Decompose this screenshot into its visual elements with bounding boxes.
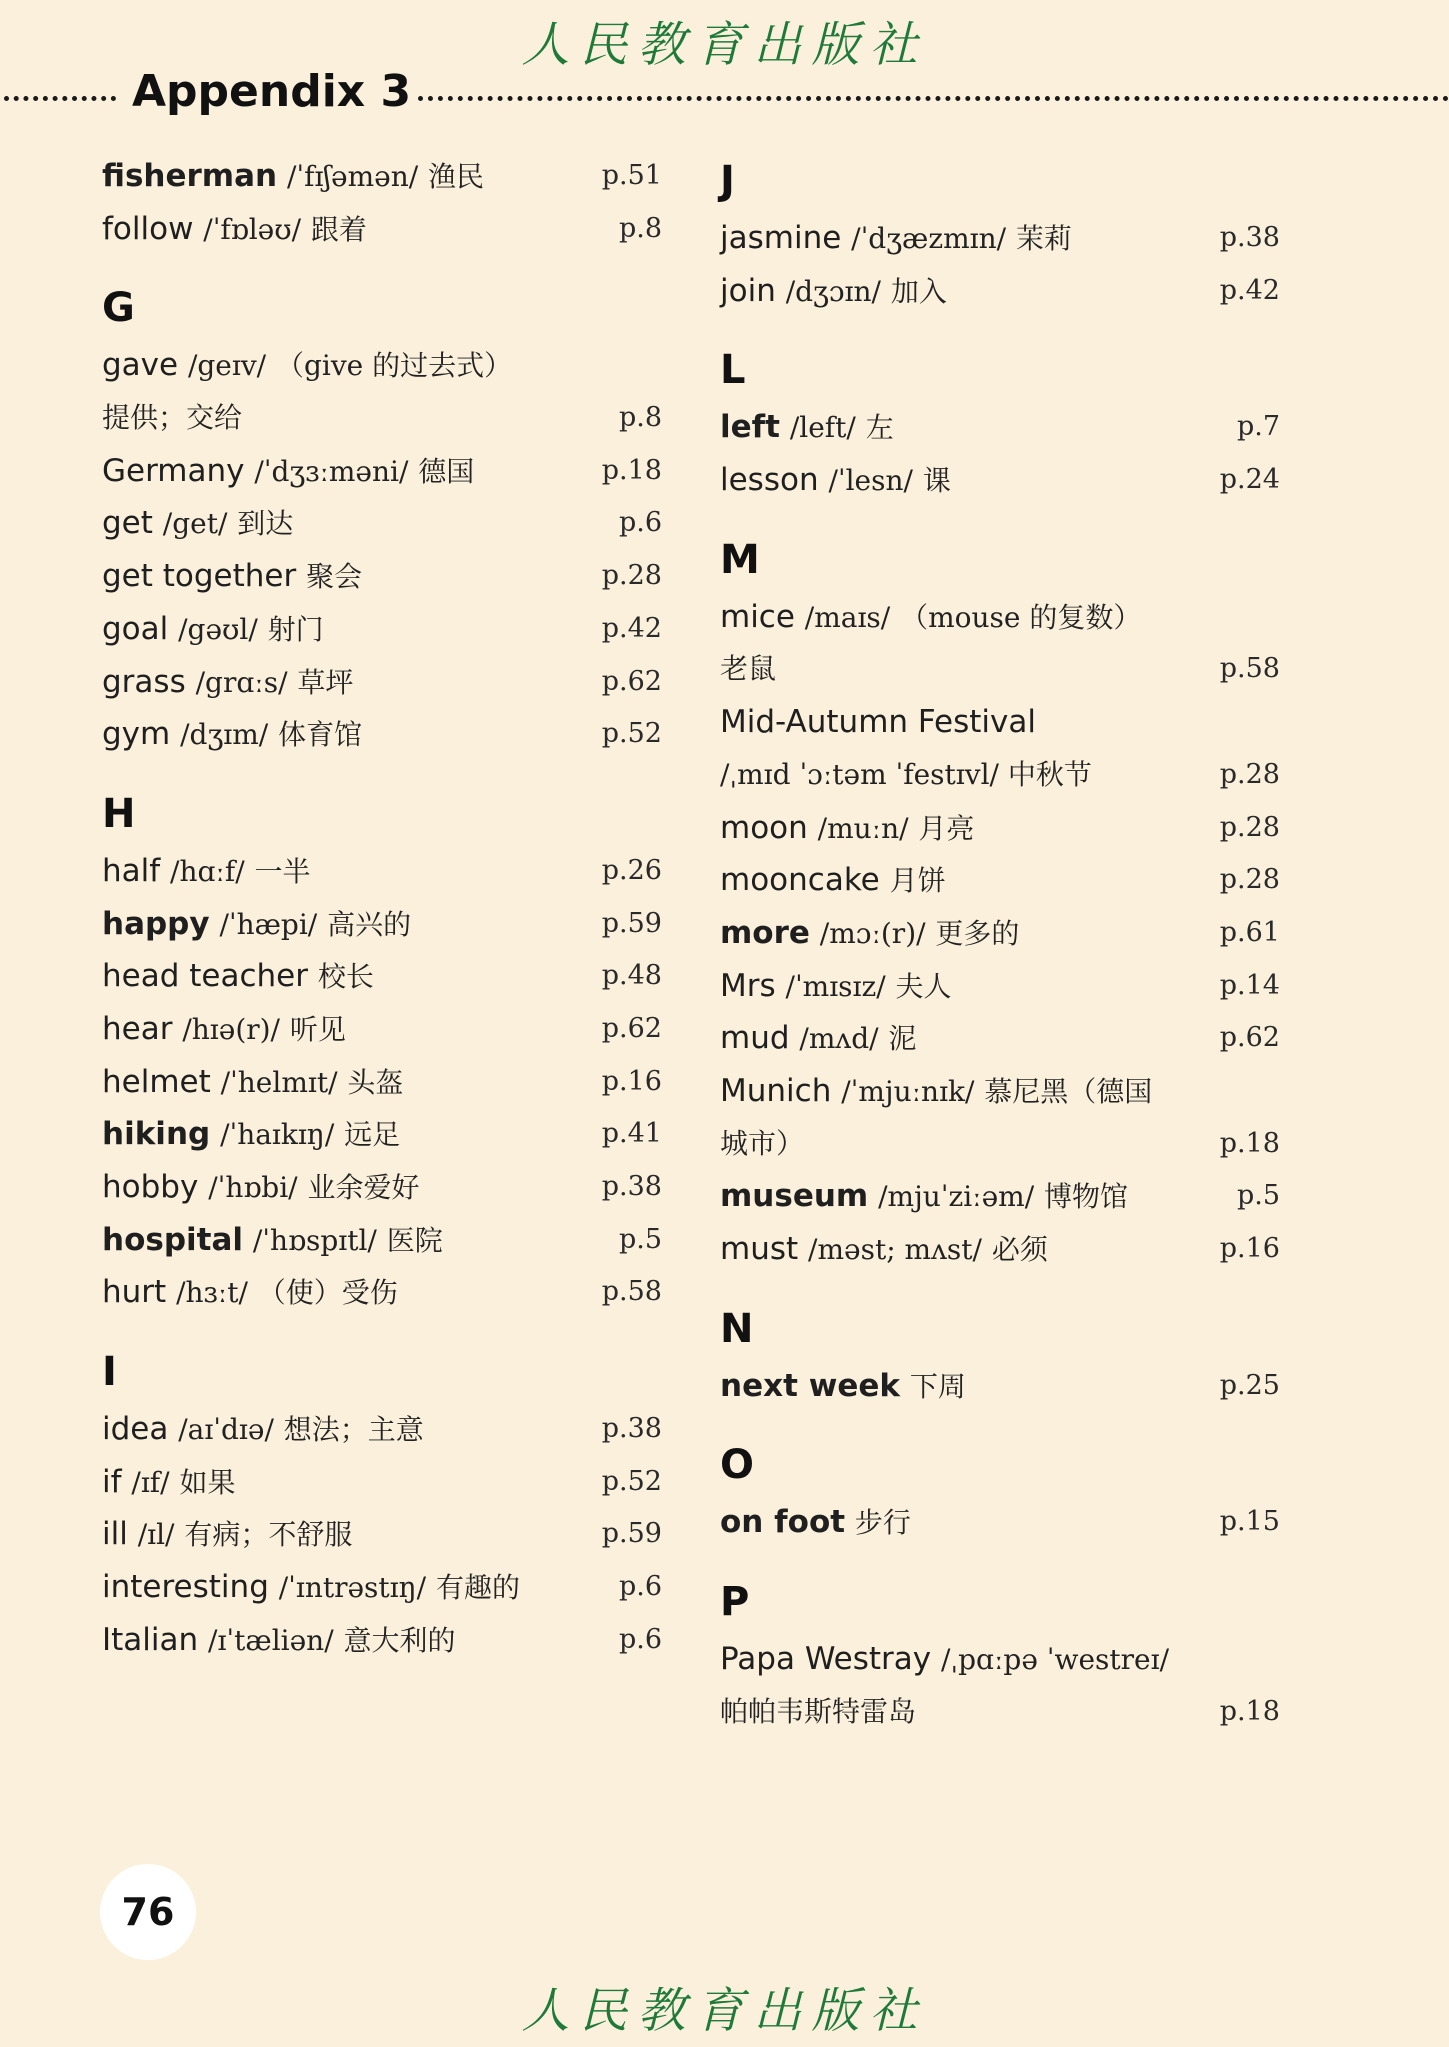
- entry-translation: 如果: [179, 1465, 236, 1499]
- entry-word: interesting: [102, 1569, 269, 1606]
- entry-translation: 有病；不舒服: [184, 1518, 353, 1552]
- glossary-entry: [102, 339, 662, 392]
- entry-translation: 渔民: [428, 160, 485, 193]
- entry-page-ref: p.38: [1219, 222, 1280, 253]
- glossary-entry: [102, 1561, 662, 1614]
- entry-phonetic: /get/: [162, 507, 228, 541]
- entry-word: join: [720, 272, 776, 309]
- appendix-header: [0, 66, 1449, 126]
- glossary-entry: [102, 150, 662, 203]
- glossary-entry: [720, 907, 1280, 960]
- entry-phonetic: /maɪs/: [804, 600, 891, 634]
- entry-word: hospital: [102, 1221, 243, 1258]
- entry-page-ref: p.28: [1219, 811, 1280, 843]
- entry-word: left: [720, 409, 780, 446]
- entry-text: [102, 1614, 456, 1668]
- entry-translation: 更多的: [935, 916, 1020, 950]
- entry-text: [102, 898, 411, 952]
- entry-translation: 慕尼黑（德国: [984, 1074, 1153, 1108]
- entry-word: gave: [102, 347, 179, 384]
- entry-continuation-text: 城市）: [720, 1126, 805, 1160]
- entry-word: get together: [102, 558, 297, 595]
- entry-word: more: [720, 914, 810, 951]
- section-letter: I: [102, 1349, 117, 1396]
- entry-translation: （使）受伤: [257, 1276, 398, 1310]
- entry-page-ref: p.6: [618, 507, 662, 539]
- entry-continuation-text: /ˌmɪd ˈɔːtəm ˈfestɪvl/ 中秋节: [720, 757, 1092, 791]
- entry-page-ref: p.38: [601, 1171, 662, 1202]
- entry-phonetic: /ˈhæpi/: [219, 907, 318, 941]
- entry-word: Munich: [720, 1072, 832, 1109]
- entry-translation: 课: [922, 464, 951, 498]
- entry-page-ref: p.28: [601, 560, 662, 592]
- entry-translation: 茉莉: [1015, 222, 1072, 255]
- entry-text: [102, 445, 474, 499]
- entry-page-ref: p.16: [1219, 1233, 1280, 1264]
- glossary-entry: [720, 1496, 1280, 1549]
- entry-translation: 头盔: [347, 1065, 404, 1099]
- glossary-entry: [102, 1403, 662, 1456]
- entry-phonetic: /ˈfɪʃəmən/: [286, 160, 419, 193]
- entry-text: [102, 1508, 352, 1562]
- entry-phonetic: /ˈdʒæzmɪn/: [851, 222, 1007, 255]
- entry-translation: 夫人: [895, 969, 952, 1003]
- entry-phonetic: /ˈmɪsɪz/: [785, 969, 886, 1003]
- entry-page-ref: p.62: [601, 1012, 662, 1044]
- entry-word: on foot: [720, 1504, 846, 1541]
- entry-page-ref: p.38: [601, 1413, 662, 1445]
- entry-page-ref: p.7: [1236, 411, 1280, 443]
- entry-translation: 左: [865, 411, 894, 445]
- entry-word: gym: [102, 716, 171, 753]
- entry-page-ref: p.15: [1219, 1506, 1280, 1538]
- entry-text: [102, 1108, 400, 1162]
- entry-translation: 体育馆: [278, 718, 363, 752]
- entry-text: [102, 1561, 520, 1615]
- entry-text: [102, 1266, 398, 1320]
- glossary-entry: [102, 497, 662, 550]
- entry-translation: 下周: [909, 1369, 966, 1403]
- entry-phonetic: /grɑːs/: [195, 665, 288, 699]
- entry-text: [102, 1161, 419, 1215]
- entry-phonetic: /mʌd/: [799, 1022, 879, 1056]
- entry-phonetic: /ˈfɒləʊ/: [203, 212, 302, 246]
- entry-word: Italian: [102, 1621, 199, 1658]
- section-letter: L: [720, 347, 746, 394]
- entry-text: [720, 1012, 916, 1066]
- entry-continuation-text: 提供；交给: [102, 401, 243, 435]
- glossary-entry: [102, 950, 662, 1003]
- entry-translation: 博物馆: [1044, 1180, 1129, 1214]
- entry-page-ref: p.28: [1219, 864, 1280, 896]
- entry-translation: 业余爱好: [307, 1171, 420, 1204]
- glossary-entry-continuation: [102, 392, 662, 445]
- entry-translation: （give 的过去式）: [275, 349, 513, 383]
- entry-translation: 高兴的: [327, 907, 412, 941]
- entry-translation: 必须: [991, 1233, 1048, 1266]
- glossary-entry: [720, 854, 1280, 907]
- entry-page-ref: p.8: [618, 402, 662, 434]
- section-letter: M: [720, 536, 760, 583]
- entry-text: [720, 1496, 911, 1550]
- entry-phonetic: /aɪˈdɪə/: [178, 1413, 274, 1447]
- entry-translation: 草坪: [297, 665, 354, 699]
- entry-text: [102, 1403, 424, 1457]
- page-title: Appendix 3: [132, 66, 412, 117]
- entry-text: [102, 1003, 346, 1057]
- glossary-entry-continuation: [720, 1118, 1280, 1171]
- entry-word: fisherman: [102, 158, 278, 194]
- glossary-entry-continuation: [720, 749, 1280, 802]
- entry-phonetic: /ˈhaɪkɪŋ/: [220, 1118, 335, 1152]
- entry-text: [102, 656, 353, 710]
- glossary-entry: [720, 1223, 1280, 1276]
- entry-phonetic: /ˈdʒɜːməni/: [254, 454, 409, 488]
- entry-text: [102, 550, 362, 604]
- glossary-entry: [102, 1108, 662, 1161]
- publisher-logo-bottom: 人民教育出版社: [521, 1983, 928, 2039]
- entry-continuation-text: 帕帕韦斯特雷岛: [720, 1694, 917, 1728]
- entry-word: hurt: [102, 1274, 167, 1311]
- entry-word: head teacher: [102, 958, 308, 995]
- entry-word: mud: [720, 1020, 790, 1057]
- publisher-logo-top: 人民教育出版社: [521, 17, 928, 73]
- glossary-entry: [102, 1614, 662, 1667]
- entry-translation: 意大利的: [343, 1623, 456, 1657]
- entry-text: [720, 212, 1072, 266]
- entry-word: lesson: [720, 462, 819, 499]
- entry-word: mice: [720, 598, 795, 635]
- entry-phonetic: /ɪf/: [131, 1465, 170, 1499]
- entry-text: [102, 339, 512, 393]
- entry-page-ref: p.26: [601, 854, 662, 886]
- entry-page-ref: p.8: [618, 212, 662, 244]
- entry-translation: 射门: [267, 612, 324, 646]
- glossary-entry: [102, 1214, 662, 1267]
- entry-word: museum: [720, 1178, 869, 1215]
- entry-page-ref: p.5: [1236, 1180, 1280, 1212]
- entry-translation: 跟着: [310, 212, 367, 246]
- glossary-entry: [720, 1065, 1280, 1118]
- glossary-entry: [102, 708, 662, 761]
- glossary-entry: [720, 401, 1280, 454]
- entry-phonetic: /mjuˈziːəm/: [878, 1180, 1035, 1214]
- entry-page-ref: p.52: [601, 718, 662, 750]
- glossary-entry: [102, 203, 662, 256]
- glossary-entry-continuation: [720, 1686, 1280, 1739]
- entry-page-ref: p.41: [601, 1118, 662, 1150]
- entry-word: grass: [102, 663, 186, 700]
- entry-word: follow: [102, 210, 194, 247]
- glossary-entry: [720, 696, 1280, 749]
- entry-translation: 一半: [254, 854, 311, 888]
- glossary-entry: [102, 603, 662, 656]
- entry-word: hear: [102, 1010, 173, 1047]
- glossary-entry: [720, 1633, 1280, 1686]
- entry-translation: 月亮: [918, 811, 975, 845]
- glossary-entry: [720, 454, 1280, 507]
- entry-phonetic: /ˈlesn/: [828, 464, 913, 498]
- entry-page-ref: p.5: [618, 1223, 662, 1255]
- glossary-entry: [720, 1360, 1280, 1413]
- glossary-column-right: [720, 150, 1280, 1738]
- entry-word: Papa Westray: [720, 1641, 932, 1678]
- entry-text: [720, 1065, 1152, 1119]
- glossary-entry: [102, 845, 662, 898]
- section-letter: G: [102, 285, 135, 332]
- entry-word: hobby: [102, 1169, 199, 1205]
- entry-word: get: [102, 505, 153, 542]
- entry-translation: 聚会: [306, 560, 363, 594]
- glossary-entry: [102, 656, 662, 709]
- entry-translation: 听见: [289, 1012, 346, 1046]
- entry-phonetic: /hɑːf/: [170, 854, 245, 888]
- entry-text: [720, 1360, 966, 1414]
- entry-phonetic: /muːn/: [817, 811, 909, 845]
- entry-page-ref: p.59: [601, 1518, 662, 1550]
- entry-translation: 泥: [888, 1022, 917, 1056]
- entry-phonetic: /gəʊl/: [178, 612, 258, 646]
- entry-page-ref: p.14: [1219, 969, 1280, 1001]
- entry-page-ref: p.24: [1219, 464, 1280, 496]
- entry-page-ref: p.42: [1219, 274, 1280, 306]
- entry-page-ref: p.59: [601, 907, 662, 939]
- entry-page-ref: p.62: [1219, 1022, 1280, 1054]
- entry-phonetic: /ˈɪntrəstɪŋ/: [278, 1571, 427, 1605]
- entry-phonetic: /geɪv/: [187, 349, 267, 383]
- entry-phonetic: /left/: [789, 411, 856, 445]
- dotted-rule-right: [418, 96, 1449, 101]
- entry-text: [720, 960, 952, 1014]
- entry-phonetic: /ɪl/: [137, 1518, 175, 1552]
- entry-translation: 步行: [854, 1506, 911, 1540]
- glossary-entry: [720, 1170, 1280, 1223]
- glossary-entry: [102, 445, 662, 498]
- entry-phonetic: /ˌpɑːpə ˈwestreɪ/: [941, 1643, 1170, 1677]
- glossary-entry: [720, 960, 1280, 1013]
- entry-word: goal: [102, 610, 169, 647]
- entry-phonetic: /hɪə(r)/: [182, 1012, 280, 1046]
- entry-text: [102, 150, 484, 204]
- glossary-entry: [720, 212, 1280, 265]
- entry-word: moon: [720, 809, 808, 846]
- entry-text: [720, 591, 1141, 645]
- entry-translation: 医院: [386, 1223, 443, 1257]
- entry-text: [102, 1214, 443, 1268]
- entry-text: [720, 454, 951, 508]
- entry-page-ref: p.6: [618, 1571, 662, 1603]
- glossary-entry: [102, 1266, 662, 1319]
- entry-translation: 校长: [317, 960, 374, 994]
- entry-text: [102, 1456, 235, 1510]
- entry-text: [102, 950, 374, 1004]
- entry-word: ill: [102, 1516, 128, 1553]
- entry-translation: 远足: [344, 1118, 401, 1152]
- section-letter: O: [720, 1442, 755, 1489]
- section-letter: J: [720, 158, 735, 204]
- glossary-entry: [102, 1003, 662, 1056]
- entry-text: [720, 401, 894, 455]
- entry-translation: 到达: [237, 507, 294, 541]
- glossary-entry: [102, 898, 662, 951]
- entry-word: Mrs: [720, 967, 776, 1004]
- entry-page-ref: p.25: [1219, 1369, 1280, 1401]
- entry-text: [102, 203, 367, 257]
- entry-continuation-text: 老鼠: [720, 652, 777, 686]
- entry-translation: 德国: [418, 454, 475, 488]
- entry-phonetic: /ˈhelmɪt/: [220, 1065, 338, 1099]
- entry-word: if: [102, 1463, 122, 1500]
- entry-text: [720, 1223, 1048, 1277]
- entry-word: half: [102, 852, 161, 889]
- entry-phonetic: /ˈhɒspɪtl/: [252, 1223, 377, 1257]
- entry-phonetic: /məst; mʌst/: [808, 1233, 982, 1266]
- dotted-rule-left: [4, 96, 116, 101]
- entry-phonetic: /hɜːt/: [176, 1276, 248, 1310]
- entry-word: next week: [720, 1367, 901, 1404]
- entry-text: [720, 1170, 1128, 1224]
- entry-text: [720, 696, 1036, 749]
- entry-text: [720, 802, 974, 856]
- entry-word: helmet: [102, 1063, 211, 1100]
- entry-page-ref: p.18: [1219, 1695, 1280, 1727]
- entry-word: jasmine: [720, 220, 842, 256]
- entry-page-ref: p.6: [618, 1623, 662, 1655]
- entry-translation: 想法；主意: [283, 1413, 424, 1447]
- entry-page-ref: p.18: [601, 454, 662, 486]
- entry-text: [720, 1633, 1169, 1687]
- entry-translation: 有趣的: [435, 1571, 520, 1605]
- entry-page-ref: p.16: [601, 1065, 662, 1097]
- entry-text: [102, 603, 324, 657]
- glossary-entry: [102, 1056, 662, 1109]
- entry-word: must: [720, 1231, 799, 1267]
- entry-text: [720, 265, 947, 319]
- entry-word: idea: [102, 1411, 169, 1448]
- entry-page-ref: p.58: [1219, 653, 1280, 685]
- glossary-entry: [102, 1456, 662, 1509]
- glossary-entry: [720, 265, 1280, 318]
- glossary-entry: [102, 550, 662, 603]
- entry-page-ref: p.52: [601, 1465, 662, 1497]
- entry-page-ref: p.28: [1219, 758, 1280, 790]
- entry-word: mooncake: [720, 862, 880, 899]
- entry-word: Germany: [102, 452, 245, 489]
- entry-translation: （mouse 的复数）: [900, 600, 1142, 634]
- entry-phonetic: /ɪˈtæliən/: [208, 1623, 334, 1657]
- section-letter: P: [720, 1579, 750, 1626]
- glossary-column-left: [102, 150, 662, 1667]
- entry-text: [102, 708, 362, 762]
- entry-phonetic: /ˈhɒbi/: [208, 1171, 298, 1204]
- entry-phonetic: /ˈmjuːnɪk/: [841, 1074, 975, 1108]
- entry-text: [720, 854, 946, 908]
- entry-translation: 加入: [890, 274, 947, 308]
- entry-page-ref: p.62: [601, 665, 662, 697]
- entry-page-ref: p.42: [601, 612, 662, 644]
- entry-translation: 月饼: [889, 864, 946, 898]
- glossary-entry: [102, 1508, 662, 1561]
- entry-word: happy: [102, 905, 210, 942]
- entry-word: Mid-Autumn Festival: [720, 704, 1036, 741]
- section-letter: N: [720, 1305, 754, 1352]
- entry-phonetic: /dʒɔɪn/: [785, 274, 881, 308]
- entry-text: [720, 907, 1019, 961]
- page-number: 76: [100, 1864, 196, 1960]
- glossary-entry-continuation: [720, 643, 1280, 696]
- glossary-entry: [720, 591, 1280, 644]
- entry-page-ref: p.58: [601, 1276, 662, 1308]
- entry-page-ref: p.61: [1219, 916, 1280, 948]
- entry-text: [102, 845, 311, 899]
- entry-text: [102, 1056, 403, 1110]
- glossary-entry: [720, 802, 1280, 855]
- glossary-entry: [102, 1161, 662, 1214]
- entry-text: [102, 497, 293, 551]
- section-letter: H: [102, 790, 136, 837]
- entry-phonetic: /dʒɪm/: [180, 718, 269, 752]
- entry-page-ref: p.18: [1219, 1127, 1280, 1159]
- entry-page-ref: p.51: [601, 160, 662, 191]
- entry-page-ref: p.48: [601, 960, 662, 992]
- entry-phonetic: /mɔː(r)/: [819, 916, 926, 950]
- entry-word: hiking: [102, 1116, 211, 1153]
- glossary-entry: [720, 1012, 1280, 1065]
